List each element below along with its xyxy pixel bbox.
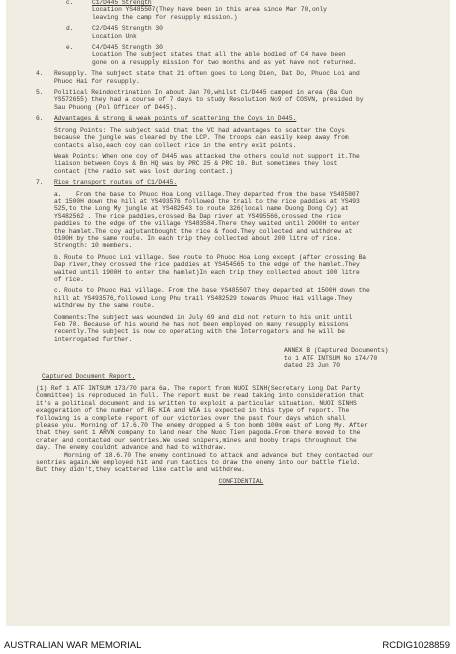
annex-ref: to 1 ATF INTSUM No 174/70 [284,354,378,362]
para-4-cont: Phuoc Hai for resupply. [54,77,140,85]
para-7b [36,254,446,261]
document-page [6,0,450,626]
para-text: Route to Phuoc Hai village. From the base YS485507 they departed at 1500H down the [64,287,370,295]
captured-text: (1) Ref 1 ATF INTSUM 173/70 para 6a. The report from NUOI SINH(Secretary Long Dat Party [36,384,361,392]
captured-text: please you. Morning of 17.6.70 The enemy dropped a 5 ton bomb 100m east of Long My. After [36,421,368,429]
captured-text: that they sent 1 ARVN company to land near the Nuoc Tien pagoda.From there moved to the [36,429,361,437]
item-text: C1/D445 Strength [92,0,152,6]
annex-title: ANNEX B (Captured Documents) [284,347,389,355]
para-title: Advantages & strong & weak points of scattering the Coys in D445. [54,115,297,123]
para-number: 5. [36,89,44,97]
item-d-location: Location Unk [92,32,137,40]
item-d [36,25,446,32]
captured-text: day. The enemy couldnt advance and had to withdraw. [36,444,227,452]
para-7c-cont: withdrew by the same route. [54,302,155,310]
item-c-location-cont: leaving the camp for resupply mission.) [92,13,238,21]
para-5-cont: YS572655) they had a course of 7 days to study Resolution No9 of COSVN, presided by [54,96,364,104]
document-body [36,0,446,485]
captured-text: crater and contacted our sentries.We used snipers,mines and booby traps throughout the [36,436,357,444]
strong-points: Strong Points: The subject said that the VC had advantages to scatter the Coys [54,126,345,134]
item-text: C2/D445 Strength 30 [92,25,163,33]
item-text: C4/D445 Strength 30 [92,44,163,52]
para-7b-cont: waited until 1900H to enter the hamlet)In each trip they collected about 100 litre [54,268,360,276]
captured-text: following is a complete report of our victories over the past four days which shall [36,414,346,422]
para-text: Resupply. The subject state that 21 often goes to Long Dien, Dat Do, Phuoc Loi and [54,70,360,78]
captured-text: it's a political document and is written to exploit a particular situation. NUOI SINHS [36,399,357,407]
para-7a-cont: paddies to the edge of the village YS483584.There they waited until 2000H to enter [54,220,360,228]
item-label: a. [54,190,62,198]
item-label: b. [54,253,62,261]
para-5-cont: Sau Phuong (Pol Officer of D445). [54,103,178,111]
para-7b-cont: of rice. [54,276,84,283]
item-label: c. [66,0,74,6]
captured-text: But they didn't,they scattered like cattle and withdrew. [36,466,245,474]
weak-points: Weak Points: When one coy of D445 was attacked the others could not support it.The [54,152,360,160]
strong-points-cont: contacts also,each coy can collect rice in the entry exit points. [54,141,297,149]
para-7a [36,191,446,198]
item-e-location: Location The subject states that all the able bodied of C4 have been [92,51,346,59]
captured-text: sentries again.We employed hit and run tactics to draw the enemy into our battle field. [36,458,361,466]
para-4 [36,70,446,77]
para-text: From the base to Phuoc Hoa Long village.They departed from the base YS485807 [76,190,360,198]
captured-text: exaggeration of the number of RF KIA and WIA is expected in this type of report. The [36,407,350,415]
comments-cont: interrogated further. [54,335,133,343]
para-text: Route to Phuoc Loi village. See route to Phuoc Hoa Long except (after crossing Ba [64,253,367,261]
para-7a-cont: at 1500H down the hill at YS493576 followed the trail to the rice paddies at YS493 [54,197,360,205]
para-7a-cont: YS482562 . The rice paddies,crossed Ba Dap river at YS495566,crossed the rice [54,212,342,220]
item-e [36,44,446,51]
archive-footer [0,628,456,654]
para-text: Political Reindoctrination In about Jan 70,whilst C1/D445 camped in area (Ba Cun [54,89,353,97]
classification-marking: CONFIDENTIAL [218,477,264,485]
comments-cont: recently.The subject is now co operating with the Interrogators and he will be [54,328,345,336]
para-7b-cont: Dap river,they crossed the rice paddies at YS454565 to the edge of the hamlet.They [54,261,360,269]
item-label: c. [54,287,62,295]
item-c-location: Location YS485507(They have been in this area since Mar 70,only [92,6,327,14]
para-7 [36,179,446,186]
para-number: 4. [36,70,44,78]
para-number: 7. [36,179,44,187]
item-label: d. [66,25,74,33]
para-7a-cont: 0100H by the same route. In each trip they collected about 200 litre of rice. [54,234,342,242]
captured-text: Committee) is reproduced in full. The report must be read taking into consideration that [36,392,365,400]
footer-id: RCDIG1028859 [382,640,450,651]
para-7c [36,287,446,294]
para-7a-cont: the hamlet.The coy adjutantbought the rice & food.They collected and withdrew at [54,227,353,235]
para-7a-cont: Strength: 10 members. [54,242,133,250]
para-6 [36,115,446,122]
item-e-location-cont: gone on a resupply mission for two months and as yet have not returned. [92,58,357,66]
para-5 [36,89,446,96]
footer-source: AUSTRALIAN WAR MEMORIAL [4,640,142,651]
item-label: e. [66,44,74,52]
strong-points-cont: because the jungle was cleared by the LCP. The troops can easily keep away from [54,134,349,142]
comments-cont: Feb 70. Because of his wound he has not been employed on many resupply missions [54,321,349,329]
para-7a-cont: 525,to the Long My jungle at YS482543 to route 326(local name Duong Dong Cy) at [54,205,349,213]
comments: Comments:The subject was wounded in July 69 and did not return to his unit until [54,313,353,321]
weak-points-cont: liaison between Coys & Bn HQ was by PRC 25 & PRC 10. But sometimes they lost [54,160,338,168]
para-7c-cont: hill at YS493576,followed Long Phu trail YS482529 towards Phuoc Hai village.They [54,294,353,302]
section-title: Captured Document Report. [42,373,136,381]
annex-date: dated 23 Jun 70 [284,362,340,370]
para-number: 6. [36,115,44,123]
weak-points-cont: contact (the radio set was lost during contact.) [54,167,233,175]
captured-text: Morning of 18.6.70 The enemy continued to attack and advance but they contacted our [64,451,374,459]
para-title: Rice transport routes of C1/D445. [54,179,178,187]
